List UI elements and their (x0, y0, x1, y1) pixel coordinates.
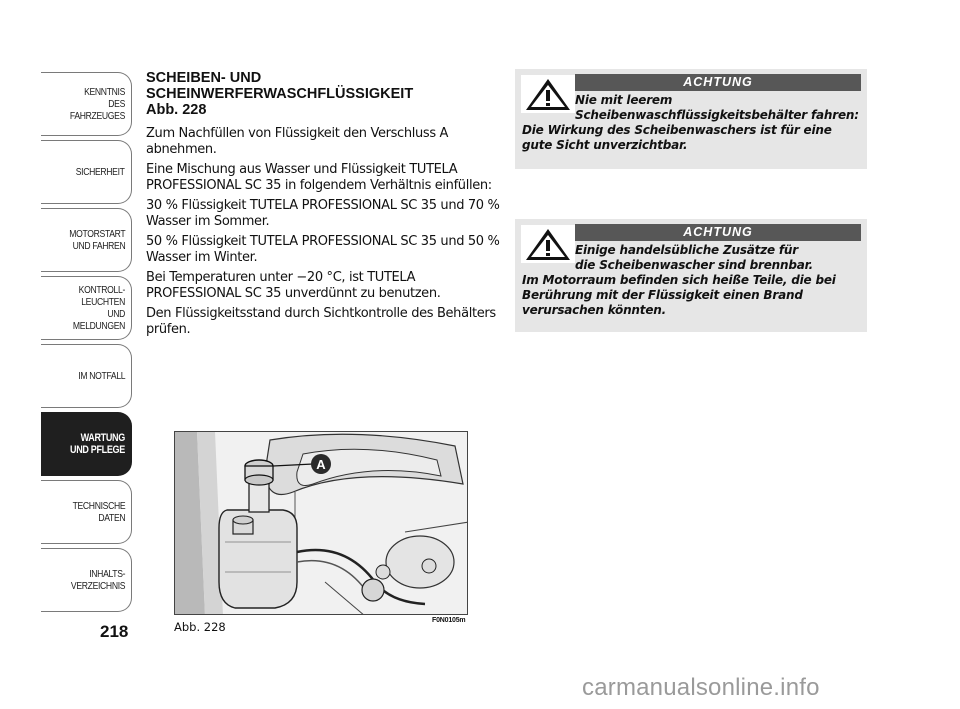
tab-label: IM NOTFALL (78, 370, 125, 382)
tab-label: SICHERHEIT (76, 166, 125, 178)
warning-line: Scheibenwaschflüssigkeitsbehälter fahren: (575, 108, 859, 122)
paragraph: Bei Temperaturen unter −20 °C, ist TUTELA PROFESSIONAL SC 35 unverdünnt zu benutzen. (146, 270, 441, 301)
tab-label: TECHNISCHE DATEN (72, 500, 125, 524)
figure-code: F0N0105m (432, 617, 466, 624)
washer-reservoir-drawing (175, 432, 468, 615)
tab-label: MOTORSTART UND FAHREN (68, 228, 125, 252)
warning-line: Einige handelsübliche Zusätze für (575, 243, 798, 257)
tab-inhaltsverzeichnis[interactable] (41, 548, 132, 612)
paragraph: Den Flüssigkeitsstand durch Sichtkontrolle des Behälters prüfen. (146, 306, 496, 337)
engine-bay-illustration (174, 431, 468, 615)
tab-label: WARTUNG UND PFLEGE (70, 432, 125, 456)
warning-box (515, 219, 867, 332)
watermark: carmanualsonline.info (582, 674, 820, 701)
tab-motorstart-und-fahren[interactable] (41, 208, 132, 272)
tab-im-notfall[interactable] (41, 344, 132, 408)
tab-sicherheit[interactable] (41, 140, 132, 204)
callout-label: A (316, 457, 326, 472)
tab-label: KONTROLL- LEUCHTEN UND MELDUNGEN (72, 284, 125, 332)
tab-kontrollleuchten[interactable] (41, 276, 132, 340)
tab-label: INHALTS- VERZEICHNIS (70, 568, 125, 592)
paragraph: 50 % Flüssigkeit TUTELA PROFESSIONAL SC 35 und 50 % Wasser im Winter. (146, 234, 500, 265)
warning-line: die Scheibenwascher sind brennbar. (575, 258, 814, 272)
main-content (146, 70, 506, 337)
warning-line: Nie mit leerem (575, 93, 673, 107)
paragraph: Eine Mischung aus Wasser und Flüssigkeit TUTELA PROFESSIONAL SC 35 in folgendem Verhältnis einfüllen: (146, 162, 492, 193)
warning-line: Die Wirkung des Scheibenwaschers ist für eine gute Sicht unverzichtbar. (522, 123, 832, 152)
warning-text (522, 243, 861, 318)
paragraph: 30 % Flüssigkeit TUTELA PROFESSIONAL SC 35 und 70 % Wasser im Sommer. (146, 198, 500, 229)
paragraph: Zum Nachfüllen von Flüssigkeit den Verschluss A abnehmen. (146, 126, 449, 157)
tab-kenntnis-des-fahrzeuges[interactable] (41, 72, 132, 136)
tab-wartung-und-pflege[interactable] (41, 412, 132, 476)
figure-caption: Abb. 228 (174, 620, 226, 634)
page-number: 218 (100, 622, 129, 641)
section-title (146, 70, 506, 118)
warning-box (515, 69, 867, 169)
warning-line: Im Motorraum befinden sich heiße Teile, die bei Berührung mit der Flüssigkeit einen Brand verursachen könnten. (522, 273, 836, 317)
warning-header: ACHTUNG (575, 74, 861, 91)
tab-technische-daten[interactable] (41, 480, 132, 544)
warning-text (522, 93, 861, 153)
title-line: Abb. 228 (146, 102, 207, 118)
title-line: SCHEIBEN- UND (146, 70, 262, 86)
tab-label: KENNTNIS DES FAHRZEUGES (69, 86, 125, 122)
warning-header: ACHTUNG (575, 224, 861, 241)
title-line: SCHEINWERFERWASCHFLÜSSIGKEIT (146, 86, 414, 102)
